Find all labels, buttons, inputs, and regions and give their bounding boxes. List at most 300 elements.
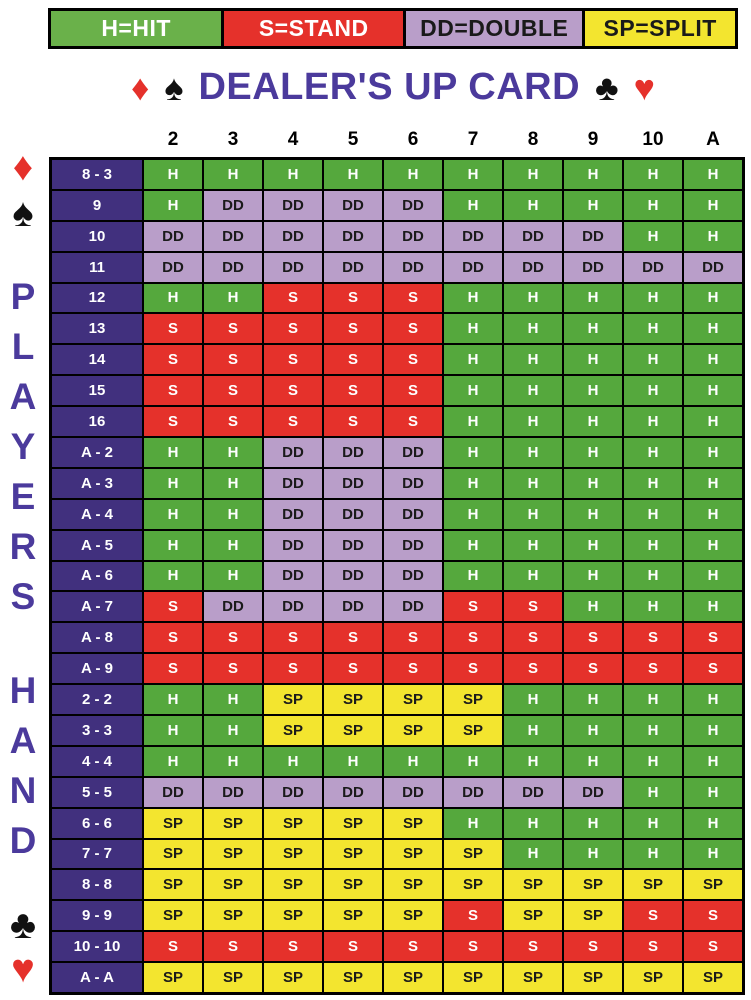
strategy-cell: SP <box>384 809 442 838</box>
strategy-cell: DD <box>324 778 382 807</box>
sidebar-letter: P <box>10 276 36 317</box>
strategy-cell: SP <box>624 870 682 899</box>
strategy-cell: H <box>504 438 562 467</box>
player-hand-label: A - 8 <box>52 623 142 652</box>
player-hand-label: A - A <box>52 963 142 992</box>
strategy-cell: SP <box>384 963 442 992</box>
spade-icon: ♠ <box>164 66 184 108</box>
strategy-cell: S <box>324 284 382 313</box>
strategy-cell: S <box>384 345 442 374</box>
player-hand-label: A - 9 <box>52 654 142 683</box>
strategy-cell: H <box>684 438 742 467</box>
strategy-cell: H <box>624 345 682 374</box>
dealer-card-header: 7 <box>467 129 479 150</box>
strategy-cell: DD <box>384 562 442 591</box>
strategy-cell: DD <box>264 778 322 807</box>
strategy-cell: SP <box>264 870 322 899</box>
strategy-cell: H <box>684 407 742 436</box>
sidebar-letter: Y <box>10 426 36 467</box>
strategy-cell: H <box>444 531 502 560</box>
strategy-cell: S <box>264 407 322 436</box>
strategy-cell: DD <box>384 253 442 282</box>
strategy-cell: H <box>564 314 622 343</box>
strategy-cell: S <box>264 932 322 961</box>
strategy-cell: DD <box>204 191 262 220</box>
strategy-cell: H <box>384 160 442 189</box>
strategy-cell: H <box>564 716 622 745</box>
strategy-cell: S <box>444 932 502 961</box>
strategy-cell: SP <box>504 870 562 899</box>
sidebar-letter: N <box>9 770 37 811</box>
strategy-cell: S <box>204 932 262 961</box>
strategy-cell: H <box>564 376 622 405</box>
strategy-cell: DD <box>204 592 262 621</box>
strategy-cell: H <box>684 747 742 776</box>
strategy-cell: SP <box>204 840 262 869</box>
player-hand-label: 13 <box>52 314 142 343</box>
strategy-cell: H <box>624 407 682 436</box>
strategy-cell: H <box>144 438 202 467</box>
sidebar-letter: H <box>9 670 37 711</box>
strategy-cell: S <box>384 314 442 343</box>
strategy-cell: SP <box>144 963 202 992</box>
sidebar-letter: R <box>9 526 37 567</box>
strategy-cell: DD <box>564 253 622 282</box>
sidebar-letter: S <box>10 576 36 617</box>
strategy-cell: H <box>144 160 202 189</box>
players-hand-sidebar <box>0 145 46 991</box>
strategy-cell: H <box>624 469 682 498</box>
strategy-cell: DD <box>144 253 202 282</box>
club-icon: ♣ <box>595 66 619 108</box>
strategy-cell: H <box>204 747 262 776</box>
strategy-cell: H <box>624 284 682 313</box>
strategy-cell: H <box>264 160 322 189</box>
sidebar-word-players <box>10 272 37 622</box>
strategy-cell: SP <box>324 685 382 714</box>
legend <box>48 8 738 49</box>
strategy-cell: H <box>504 407 562 436</box>
strategy-cell: H <box>444 438 502 467</box>
strategy-cell: H <box>564 840 622 869</box>
dealer-card-header: 10 <box>642 129 664 150</box>
strategy-cell: H <box>564 284 622 313</box>
strategy-cell: H <box>684 531 742 560</box>
strategy-cell: SP <box>204 870 262 899</box>
strategy-cell: S <box>444 901 502 930</box>
spade-icon: ♠ <box>12 191 34 235</box>
strategy-cell: H <box>624 778 682 807</box>
strategy-cell: DD <box>264 469 322 498</box>
strategy-cell: H <box>624 747 682 776</box>
strategy-cell: H <box>504 469 562 498</box>
strategy-cell: H <box>684 592 742 621</box>
strategy-cell: S <box>324 932 382 961</box>
strategy-cell: S <box>684 654 742 683</box>
strategy-cell: H <box>624 592 682 621</box>
strategy-cell: H <box>264 747 322 776</box>
diamond-icon: ♦ <box>130 66 150 108</box>
strategy-cell: DD <box>324 531 382 560</box>
strategy-cell: DD <box>144 222 202 251</box>
diamond-icon: ♦ <box>12 145 34 189</box>
strategy-cell: H <box>564 191 622 220</box>
strategy-cell: H <box>684 562 742 591</box>
strategy-cell: DD <box>384 438 442 467</box>
strategy-cell: SP <box>264 685 322 714</box>
strategy-cell: H <box>204 716 262 745</box>
strategy-cell: S <box>504 654 562 683</box>
strategy-cell: DD <box>264 500 322 529</box>
strategy-cell: S <box>324 623 382 652</box>
strategy-cell: DD <box>444 222 502 251</box>
player-hand-label: 10 <box>52 222 142 251</box>
strategy-cell: H <box>504 685 562 714</box>
strategy-cell: S <box>324 314 382 343</box>
strategy-cell: DD <box>564 222 622 251</box>
strategy-cell: H <box>144 562 202 591</box>
dealer-card-column-headers <box>49 129 745 151</box>
strategy-cell: S <box>444 654 502 683</box>
strategy-cell: H <box>624 809 682 838</box>
strategy-cell: H <box>564 592 622 621</box>
legend-item-dd: DD=DOUBLE <box>403 11 582 46</box>
page-title: DEALER'S UP CARD <box>198 66 581 108</box>
strategy-cell: H <box>564 345 622 374</box>
strategy-cell: H <box>444 809 502 838</box>
dealer-card-header: 8 <box>527 129 539 150</box>
player-hand-label: A - 2 <box>52 438 142 467</box>
strategy-cell: DD <box>324 592 382 621</box>
strategy-cell: SP <box>324 901 382 930</box>
strategy-cell: SP <box>204 901 262 930</box>
legend-item-s: S=STAND <box>221 11 403 46</box>
strategy-cell: H <box>684 376 742 405</box>
player-hand-label: A - 7 <box>52 592 142 621</box>
strategy-cell: H <box>624 314 682 343</box>
strategy-cell: H <box>684 500 742 529</box>
strategy-cell: S <box>684 901 742 930</box>
strategy-cell: S <box>144 932 202 961</box>
strategy-cell: H <box>624 222 682 251</box>
strategy-cell: S <box>324 345 382 374</box>
strategy-cell: SP <box>324 963 382 992</box>
strategy-cell: H <box>444 469 502 498</box>
strategy-cell: H <box>504 809 562 838</box>
player-hand-label: A - 6 <box>52 562 142 591</box>
strategy-cell: SP <box>264 901 322 930</box>
strategy-cell: SP <box>384 901 442 930</box>
strategy-cell: S <box>444 592 502 621</box>
player-hand-label: 7 - 7 <box>52 840 142 869</box>
dealer-card-header: 4 <box>287 129 299 150</box>
heart-icon: ♥ <box>11 947 35 991</box>
strategy-grid <box>49 157 745 995</box>
player-hand-label: 11 <box>52 253 142 282</box>
strategy-cell: H <box>504 191 562 220</box>
strategy-cell: H <box>204 438 262 467</box>
strategy-cell: DD <box>384 531 442 560</box>
strategy-cell: S <box>624 901 682 930</box>
player-hand-label: 8 - 3 <box>52 160 142 189</box>
strategy-cell: S <box>384 932 442 961</box>
strategy-cell: S <box>264 345 322 374</box>
strategy-cell: DD <box>384 778 442 807</box>
sidebar-word-hand <box>10 666 37 866</box>
sidebar-letter: E <box>10 476 36 517</box>
strategy-cell: SP <box>444 685 502 714</box>
strategy-cell: S <box>204 623 262 652</box>
strategy-cell: H <box>444 284 502 313</box>
player-hand-label: A - 5 <box>52 531 142 560</box>
strategy-cell: H <box>444 345 502 374</box>
strategy-cell: S <box>444 623 502 652</box>
strategy-cell: H <box>444 191 502 220</box>
strategy-cell: S <box>324 376 382 405</box>
dealer-card-header: 5 <box>347 129 359 150</box>
strategy-cell: H <box>144 191 202 220</box>
strategy-cell: H <box>684 191 742 220</box>
strategy-cell: SP <box>444 870 502 899</box>
strategy-cell: DD <box>384 592 442 621</box>
strategy-cell: SP <box>324 716 382 745</box>
strategy-cell: S <box>384 654 442 683</box>
strategy-cell: H <box>504 716 562 745</box>
strategy-cell: DD <box>384 191 442 220</box>
strategy-cell: H <box>624 191 682 220</box>
strategy-cell: S <box>384 284 442 313</box>
strategy-cell: H <box>564 809 622 838</box>
strategy-cell: SP <box>564 963 622 992</box>
strategy-cell: SP <box>384 840 442 869</box>
strategy-cell: H <box>444 407 502 436</box>
strategy-cell: H <box>624 685 682 714</box>
strategy-cell: H <box>564 407 622 436</box>
strategy-cell: S <box>504 623 562 652</box>
strategy-cell: SP <box>144 840 202 869</box>
strategy-cell: H <box>684 840 742 869</box>
strategy-cell: SP <box>564 870 622 899</box>
player-hand-label: 12 <box>52 284 142 313</box>
strategy-cell: SP <box>264 963 322 992</box>
strategy-cell: H <box>384 747 442 776</box>
strategy-cell: H <box>624 438 682 467</box>
strategy-cell: DD <box>504 778 562 807</box>
strategy-cell: SP <box>444 963 502 992</box>
strategy-cell: S <box>504 592 562 621</box>
strategy-cell: DD <box>324 191 382 220</box>
strategy-cell: S <box>144 314 202 343</box>
strategy-cell: S <box>204 654 262 683</box>
strategy-cell: H <box>204 284 262 313</box>
strategy-cell: DD <box>264 592 322 621</box>
strategy-cell: H <box>564 469 622 498</box>
strategy-cell: DD <box>324 222 382 251</box>
strategy-cell: SP <box>444 716 502 745</box>
column-header-spacer <box>52 129 142 151</box>
strategy-cell: DD <box>204 778 262 807</box>
strategy-cell: H <box>504 345 562 374</box>
strategy-cell: H <box>564 160 622 189</box>
strategy-cell: DD <box>444 778 502 807</box>
strategy-cell: SP <box>144 809 202 838</box>
strategy-cell: S <box>384 407 442 436</box>
strategy-cell: SP <box>624 963 682 992</box>
strategy-cell: H <box>504 747 562 776</box>
player-hand-label: 8 - 8 <box>52 870 142 899</box>
dealer-card-header: A <box>706 129 720 150</box>
strategy-cell: H <box>144 469 202 498</box>
player-hand-label: 6 - 6 <box>52 809 142 838</box>
dealer-card-header: 2 <box>167 129 179 150</box>
strategy-cell: H <box>204 531 262 560</box>
strategy-cell: S <box>624 623 682 652</box>
strategy-cell: H <box>204 562 262 591</box>
strategy-cell: H <box>444 747 502 776</box>
player-hand-label: A - 4 <box>52 500 142 529</box>
player-hand-label: 16 <box>52 407 142 436</box>
strategy-cell: DD <box>264 191 322 220</box>
strategy-cell: H <box>504 284 562 313</box>
strategy-cell: H <box>504 376 562 405</box>
strategy-cell: H <box>684 685 742 714</box>
strategy-cell: SP <box>444 840 502 869</box>
strategy-cell: H <box>564 438 622 467</box>
strategy-cell: H <box>144 685 202 714</box>
strategy-cell: DD <box>264 531 322 560</box>
strategy-cell: H <box>444 562 502 591</box>
strategy-cell: H <box>444 160 502 189</box>
strategy-cell: DD <box>204 253 262 282</box>
strategy-cell: H <box>204 500 262 529</box>
strategy-cell: H <box>144 747 202 776</box>
strategy-cell: SP <box>144 901 202 930</box>
dealer-card-header: 6 <box>407 129 419 150</box>
strategy-cell: S <box>264 654 322 683</box>
legend-item-sp: SP=SPLIT <box>582 11 735 46</box>
player-hand-label: 15 <box>52 376 142 405</box>
strategy-cell: H <box>684 809 742 838</box>
strategy-cell: H <box>204 685 262 714</box>
strategy-cell: S <box>204 407 262 436</box>
strategy-cell: H <box>624 500 682 529</box>
strategy-cell: H <box>504 840 562 869</box>
player-hand-label: 3 - 3 <box>52 716 142 745</box>
strategy-cell: H <box>684 314 742 343</box>
strategy-cell: S <box>564 932 622 961</box>
strategy-cell: S <box>144 376 202 405</box>
strategy-cell: DD <box>684 253 742 282</box>
strategy-cell: H <box>684 222 742 251</box>
strategy-cell: SP <box>264 716 322 745</box>
strategy-cell: DD <box>384 222 442 251</box>
sidebar-letter: A <box>9 376 37 417</box>
strategy-cell: H <box>624 716 682 745</box>
strategy-cell: S <box>564 623 622 652</box>
strategy-cell: H <box>324 747 382 776</box>
strategy-cell: S <box>624 654 682 683</box>
strategy-cell: H <box>624 531 682 560</box>
strategy-cell: SP <box>264 809 322 838</box>
strategy-cell: DD <box>324 500 382 529</box>
strategy-cell: S <box>264 376 322 405</box>
strategy-cell: S <box>204 314 262 343</box>
club-icon: ♣ <box>9 903 37 947</box>
strategy-cell: SP <box>324 870 382 899</box>
strategy-cell: H <box>504 531 562 560</box>
strategy-cell: H <box>684 469 742 498</box>
strategy-cell: S <box>384 623 442 652</box>
strategy-cell: S <box>264 284 322 313</box>
strategy-cell: SP <box>264 840 322 869</box>
strategy-cell: H <box>684 160 742 189</box>
strategy-cell: DD <box>384 500 442 529</box>
strategy-cell: S <box>384 376 442 405</box>
strategy-cell: DD <box>564 778 622 807</box>
strategy-cell: S <box>264 314 322 343</box>
strategy-cell: DD <box>264 562 322 591</box>
strategy-cell: H <box>564 500 622 529</box>
strategy-cell: S <box>204 376 262 405</box>
strategy-cell: H <box>144 284 202 313</box>
sidebar-letter: D <box>9 820 37 861</box>
player-hand-label: 10 - 10 <box>52 932 142 961</box>
strategy-cell: H <box>564 562 622 591</box>
strategy-cell: SP <box>144 870 202 899</box>
strategy-cell: H <box>684 716 742 745</box>
strategy-cell: S <box>684 932 742 961</box>
strategy-cell: SP <box>384 685 442 714</box>
strategy-cell: DD <box>204 222 262 251</box>
strategy-cell: S <box>264 623 322 652</box>
strategy-cell: H <box>684 778 742 807</box>
strategy-cell: SP <box>324 809 382 838</box>
strategy-cell: S <box>144 345 202 374</box>
strategy-cell: H <box>564 685 622 714</box>
strategy-cell: H <box>504 160 562 189</box>
player-hand-label: 2 - 2 <box>52 685 142 714</box>
strategy-cell: H <box>144 500 202 529</box>
strategy-cell: H <box>624 562 682 591</box>
strategy-cell: DD <box>444 253 502 282</box>
strategy-cell: S <box>204 345 262 374</box>
strategy-cell: H <box>564 747 622 776</box>
strategy-cell: SP <box>384 716 442 745</box>
strategy-cell: H <box>324 160 382 189</box>
strategy-cell: SP <box>684 870 742 899</box>
strategy-cell: H <box>444 500 502 529</box>
strategy-cell: DD <box>504 222 562 251</box>
strategy-cell: SP <box>504 963 562 992</box>
strategy-cell: SP <box>384 870 442 899</box>
strategy-cell: DD <box>324 253 382 282</box>
strategy-cell: DD <box>384 469 442 498</box>
strategy-cell: SP <box>504 901 562 930</box>
dealer-card-header: 3 <box>227 129 239 150</box>
strategy-cell: DD <box>324 469 382 498</box>
strategy-cell: DD <box>264 253 322 282</box>
strategy-cell: DD <box>324 562 382 591</box>
strategy-cell: SP <box>204 809 262 838</box>
strategy-cell: DD <box>504 253 562 282</box>
strategy-cell: S <box>564 654 622 683</box>
strategy-cell: S <box>624 932 682 961</box>
strategy-cell: H <box>144 531 202 560</box>
sidebar-letter: L <box>11 326 35 367</box>
strategy-cell: DD <box>324 438 382 467</box>
strategy-cell: H <box>564 531 622 560</box>
strategy-cell: DD <box>264 222 322 251</box>
